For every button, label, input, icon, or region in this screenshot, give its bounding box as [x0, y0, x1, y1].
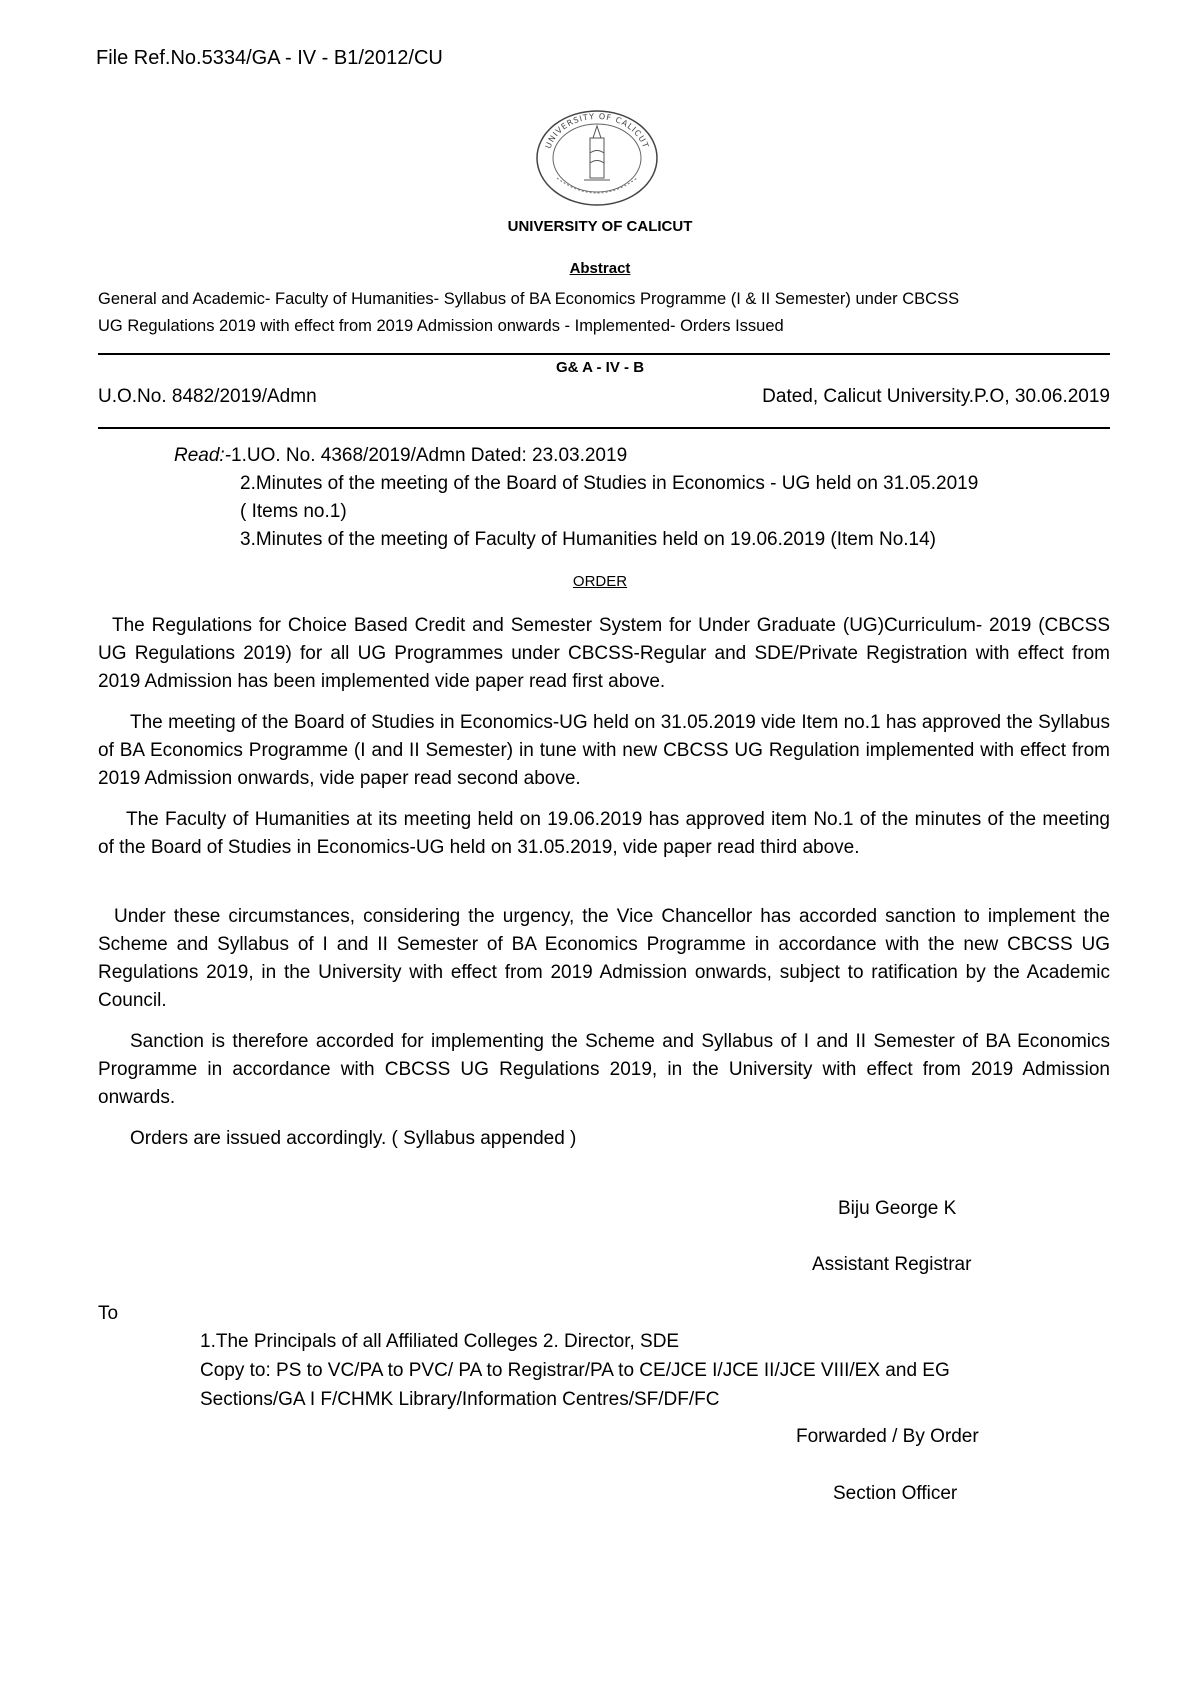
order-paragraph-3: The Faculty of Humanities at its meeting held on 19.06.2019 has approved item No.1 of the minutes of the meeting of the Board of Studies in Economics-UG held on 31.05.2019, vide paper read third above.: [98, 809, 1110, 858]
university-seal-logo: [532, 108, 662, 208]
divider-top: [98, 353, 1110, 355]
order-date: Dated, Calicut University.P.O, 30.06.2019: [762, 386, 1110, 407]
abstract-text: [98, 286, 1118, 340]
read-item-2-cont: ( Items no.1): [240, 501, 347, 522]
uo-number: U.O.No. 8482/2019/Admn: [98, 386, 317, 407]
university-name-heading: UNIVERSITY OF CALICUT: [507, 218, 693, 235]
abstract-heading: Abstract: [569, 260, 631, 277]
section-code: G& A - IV - B: [555, 359, 645, 376]
copy-to-line-1: Copy to: PS to VC/PA to PVC/ PA to Registrar/PA to CE/JCE I/JCE II/JCE VIII/EX and EG: [200, 1360, 950, 1381]
order-paragraph-6: Orders are issued accordingly. ( Syllabus appended ): [130, 1128, 577, 1149]
file-reference: File Ref.No.5334/GA - IV - B1/2012/CU: [96, 47, 443, 69]
recipients: 1.The Principals of all Affiliated Colleges 2. Director, SDE: [200, 1331, 680, 1352]
order-heading: ORDER: [572, 573, 628, 590]
distribution-list: [200, 1327, 950, 1414]
order-paragraph-5: Sanction is therefore accorded for implementing the Scheme and Syllabus of I and II Semester of BA Economics Programme in accordance with CBCSS UG Regulations 2019, in the University with effect from 2019 Admission onwards.: [98, 1031, 1110, 1108]
order-paragraph-1: The Regulations for Choice Based Credit and Semester System for Under Graduate (UG)Curriculum- 2019 (CBCSS UG Regulations 2019) for all UG Programmes under CBCSS-Regular and SDE/Private Registration with effect from 2019 Admission has been implemented vide paper read first above.: [98, 615, 1110, 692]
signatory-name: Biju George K: [838, 1198, 957, 1219]
read-label: Read:-: [174, 445, 232, 466]
copy-to-line-2: Sections/GA I F/CHMK Library/Information Centres/SF/DF/FC: [200, 1389, 720, 1410]
read-item-3: 3.Minutes of the meeting of Faculty of Humanities held on 19.06.2019 (Item No.14): [240, 529, 936, 550]
order-paragraph-4: Under these circumstances, considering the urgency, the Vice Chancellor has accorded sanction to implement the Scheme and Syllabus of I and II Semester of BA Economics Programme in accordance with the new CBCSS UG Regulations 2019, in the University with effect from 2019 Admission onwards, subject to ratification by the Academic Council.: [98, 906, 1110, 1011]
signatory-designation: Assistant Registrar: [812, 1254, 972, 1275]
svg-text:UNIVERSITY OF CALICUT: UNIVERSITY OF CALICUT: [543, 111, 651, 150]
read-item-1: Read:-1.UO. No. 4368/2019/Admn Dated: 23.03.2019: [174, 445, 628, 466]
forwarded-by-order: Forwarded / By Order: [796, 1426, 979, 1447]
to-label: To: [98, 1303, 119, 1324]
abstract-line-1: General and Academic- Faculty of Humanities- Syllabus of BA Economics Programme (I & II Semester) under CBCSS: [98, 290, 960, 308]
divider-bottom: [98, 427, 1110, 429]
order-paragraph-2: The meeting of the Board of Studies in Economics-UG held on 31.05.2019 vide Item no.1 has approved the Syllabus of BA Economics Programme (I and II Semester) in tune with new CBCSS UG Regulation implemented with effect from 2019 Admission onwards, vide paper read second above.: [98, 712, 1110, 789]
abstract-line-2: UG Regulations 2019 with effect from 2019 Admission onwards - Implemented- Orders Issued: [98, 317, 784, 335]
read-item-2: 2.Minutes of the meeting of the Board of Studies in Economics - UG held on 31.05.2019: [240, 473, 979, 494]
section-officer: Section Officer: [833, 1483, 958, 1504]
